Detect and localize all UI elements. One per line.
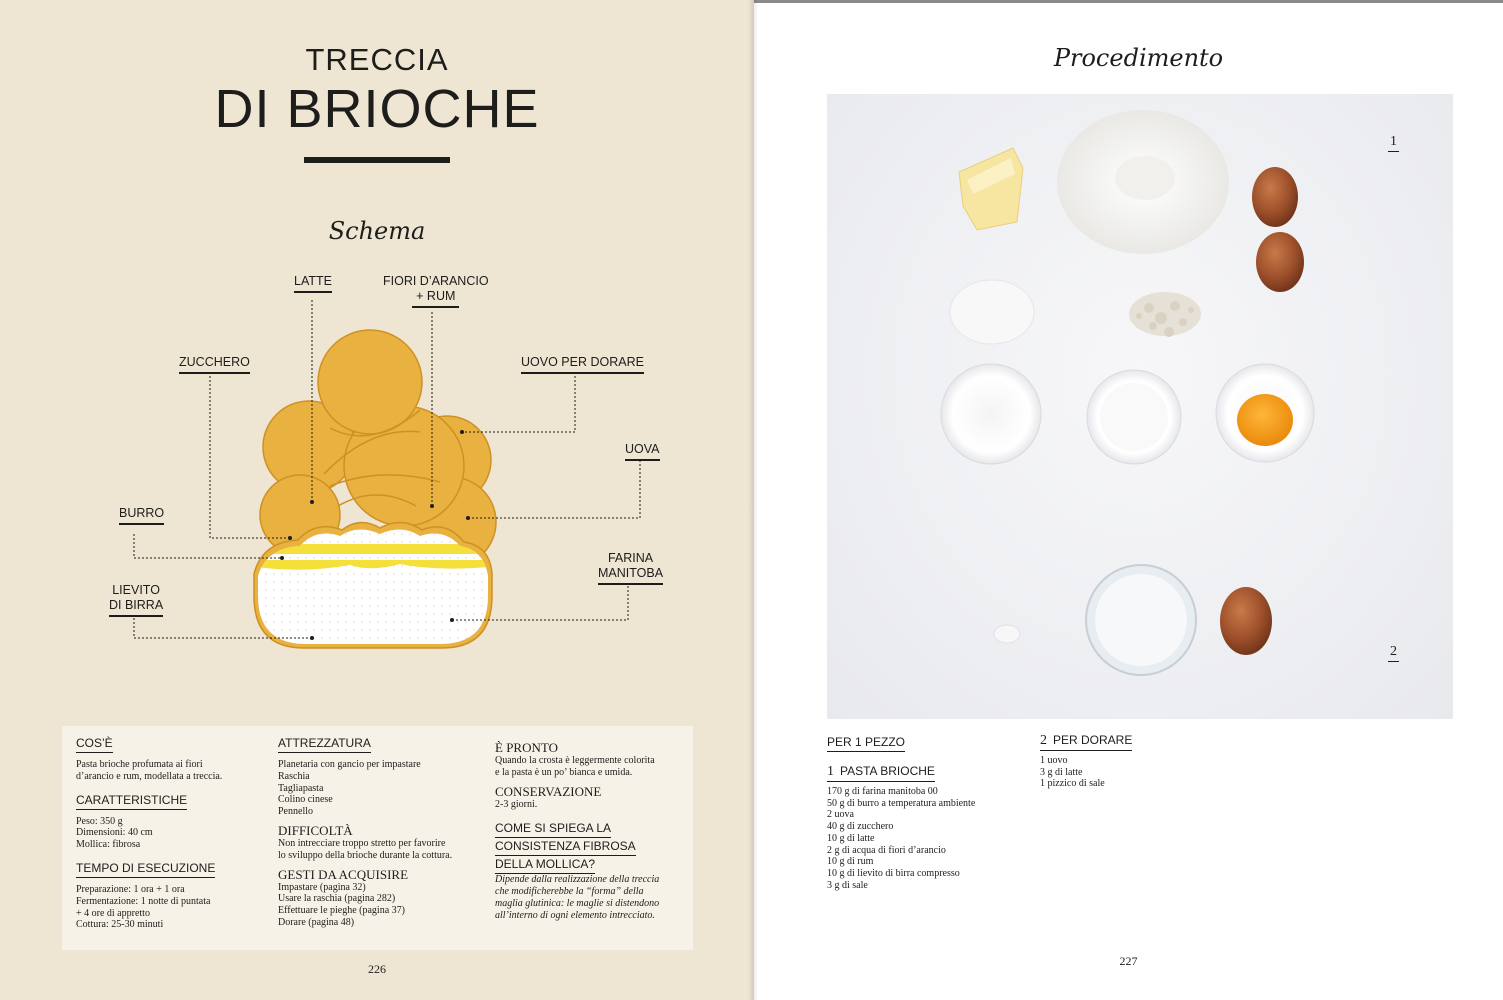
label-lievito-di-birra: LIEVITO DI BIRRA [109, 583, 163, 617]
title-line-2: DI BRIOCHE [214, 79, 540, 139]
procedimento-heading: Procedimento [1053, 44, 1224, 72]
info-box [62, 726, 693, 950]
info-column-2 [278, 736, 478, 929]
conservazione-heading: CONSERVAZIONE [495, 783, 602, 799]
butter [959, 148, 1023, 230]
tempo-heading: TEMPO DI ESECUZIONE [76, 861, 215, 878]
egg [1256, 232, 1304, 292]
ingredients-photo [827, 94, 1453, 719]
come-si-spiega-text: Dipende dalla realizzazione della treccia che modificherebbe la “forma” della maglia glutinica: le maglie si distendono all’interno di ogni elemento intrecciato. [495, 874, 660, 921]
page-number-right: 227 [1119, 954, 1138, 968]
braid-lobe [318, 330, 422, 434]
come-si-spiega-heading: COME SI SPIEGA LA CONSISTENZA FIBROSA DELLA MOLLICA? [495, 820, 636, 874]
egg [1220, 587, 1272, 655]
cose-heading: COS’È [76, 736, 113, 753]
pasta-brioche-heading: 1 PASTA BRIOCHE [827, 764, 935, 782]
page-number-left: 226 [368, 962, 386, 976]
gesti-heading: GESTI DA ACQUISIRE [278, 866, 409, 882]
caratteristiche-text: Peso: 350 g Dimensioni: 40 cm Mollica: fibrosa [76, 815, 153, 851]
label-uova: UOVA [625, 442, 660, 461]
label-farina-manitoba: FARINA MANITOBA [598, 551, 663, 585]
title-line-1: TRECCIA [305, 42, 449, 77]
label-zucchero: ZUCCHERO [179, 355, 250, 374]
label-uovo-per-dorare: UOVO PER DORARE [521, 355, 644, 374]
cose-text: Pasta brioche profumata ai fiori d’arancio e rum, modellata a treccia. [76, 759, 223, 782]
pronto-text: Quando la crosta è leggermente colorita e la pasta è un po’ bianca e umida. [495, 755, 655, 778]
per-1-pezzo-heading: PER 1 PEZZO [827, 735, 905, 752]
egg [1252, 167, 1298, 227]
attrezzatura-heading: ATTREZZATURA [278, 736, 371, 753]
tempo-text: Preparazione: 1 ora + 1 ora Fermentazione: 1 notte di puntata + 4 ore di appretto Cottura: 25-30 minuti [76, 883, 211, 931]
title-underline [304, 157, 450, 163]
group-1-number: 1 [827, 764, 834, 779]
schema-heading: Schema [328, 217, 426, 245]
attrezzatura-text: Planetaria con gancio per impastare Raschia Tagliapasta Colino cinese Pennello [278, 759, 421, 818]
label-burro: BURRO [119, 506, 164, 525]
gesti-text: Impastare (pagina 32) Usare la raschia (pagina 282) Effettuare le pieghe (pagina 37) Dorare (pagina 48) [278, 881, 405, 928]
ingredients-illustration [827, 94, 1453, 719]
pasta-brioche-list: 170 g di farina manitoba 00 50 g di burro a temperatura ambiente 2 uova 40 g di zucchero 10 g di latte 2 g di acqua di fiori d’arancio 10 g di rum 10 g di lievito di birra compresso 3 g di sale [827, 786, 976, 891]
info-column-3 [495, 736, 695, 922]
photo-step-1: 1 [1388, 134, 1399, 152]
label-fiori-arancio: FIORI D’ARANCIO + RUM [383, 274, 489, 310]
yeast [1129, 292, 1201, 337]
label-latte: LATTE [294, 274, 332, 293]
brioche-diagram [0, 260, 754, 660]
pronto-heading: È PRONTO [495, 740, 558, 755]
group-2-number: 2 [1040, 733, 1047, 748]
difficolta-text: Non intrecciare troppo stretto per favorire lo sviluppo della brioche durante la cottura. [278, 837, 453, 861]
salt [994, 625, 1020, 643]
photo-step-2: 2 [1388, 644, 1399, 662]
ingredients-column-1 [827, 733, 1027, 891]
caratteristiche-heading: CARATTERISTICHE [76, 793, 187, 810]
per-dorare-heading: 2 PER DORARE [1040, 733, 1132, 751]
per-dorare-list: 1 uovo 3 g di latte 1 pizzico di sale [1040, 755, 1105, 790]
conservazione-text: 2-3 giorni. [495, 798, 538, 810]
difficolta-heading: DIFFICOLTÀ [278, 822, 353, 838]
info-column-1 [76, 736, 276, 931]
sugar [950, 280, 1034, 344]
bowl [941, 364, 1041, 464]
ingredients-column-2 [1040, 731, 1240, 790]
